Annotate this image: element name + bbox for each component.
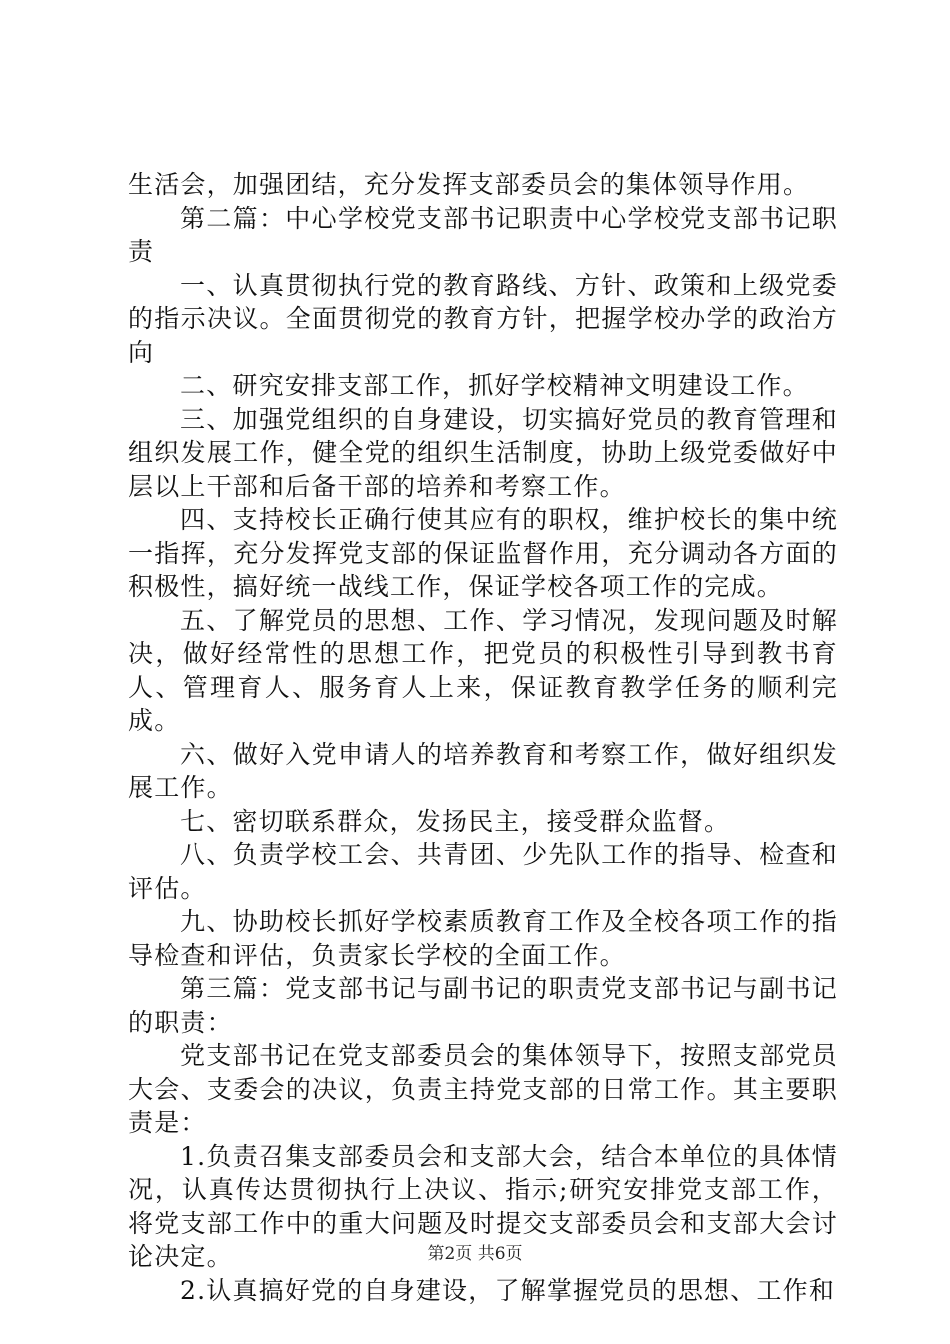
paragraph: 四、支持校长正确行使其应有的职权，维护校长的集中统一指挥，充分发挥党支部的保证监督作用，充分调动各方面的积极性，搞好统一战线工作，保证学校各项工作的完成。 — [128, 505, 838, 601]
paragraph: 六、做好入党申请人的培养教育和考察工作，做好组织发展工作。 — [128, 739, 838, 802]
paragraph: 2.认真搞好党的自身建设，了解掌握党员的思想、工作和 — [180, 1275, 836, 1305]
document-body — [128, 168, 838, 1307]
paragraph: 二、研究安排支部工作，抓好学校精神文明建设工作。 — [180, 371, 809, 400]
paragraph: 一、认真贯彻执行党的教育路线、方针、政策和上级党委的指示决议。全面贯彻党的教育方针，把握学校办学的政治方向 — [128, 270, 838, 367]
paragraph: 三、加强党组织的自身建设，切实搞好党员的教育管理和组织发展工作，健全党的组织生活制度，协助上级党委做好中层以上干部和后备干部的培养和考察工作。 — [128, 404, 838, 501]
paragraph: 第三篇：党支部书记与副书记的职责党支部书记与副书记的职责： — [128, 974, 838, 1037]
paragraph: 八、负责学校工会、共青团、少先队工作的指导、检查和评估。 — [128, 840, 838, 903]
paragraph: 九、协助校长抓好学校素质教育工作及全校各项工作的指导检查和评估，负责家长学校的全面工作。 — [128, 907, 838, 970]
paragraph: 七、密切联系群众，发扬民主，接受群众监督。 — [180, 806, 731, 836]
paragraph: 党支部书记在党支部委员会的集体领导下，按照支部党员大会、支委会的决议，负责主持党支部的日常工作。其主要职责是： — [128, 1041, 838, 1137]
page-footer — [0, 1244, 950, 1264]
paragraph: 1.负责召集支部委员会和支部大会，结合本单位的具体情况，认真传达贯彻执行上决议、指示;研究安排党支部工作，将党支部工作中的重大问题及时提交支部委员会和支部大会讨论决定。 — [128, 1141, 838, 1271]
paragraph: 第二篇：中心学校党支部书记职责中心学校党支部书记职责 — [128, 203, 838, 266]
page-number: 第2页 共6页 — [427, 1244, 523, 1264]
paragraph: 生活会，加强团结，充分发挥支部委员会的集体领导作用。 — [128, 170, 810, 199]
paragraph: 五、了解党员的思想、工作、学习情况，发现问题及时解决，做好经常性的思想工作，把党员的积极性引导到教书育人、管理育人、服务育人上来，保证教育教学任务的顺利完成。 — [128, 605, 838, 735]
